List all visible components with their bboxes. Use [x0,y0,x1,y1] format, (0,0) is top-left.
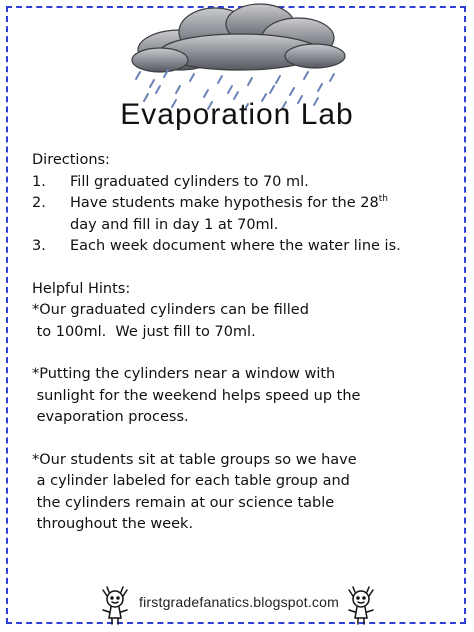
hint-3-line-3: the cylinders remain at our science table [32,494,335,511]
hint-3-line-1: *Our students sit at table groups so we have [32,451,357,468]
raindrop [290,88,294,95]
direction-item-2: 2. Have students make hypothesis for the 28th [32,194,388,211]
raindrop [190,74,194,81]
rain-cloud-icon [120,2,350,110]
blog-url: firstgradefanatics.blogspot.com [139,594,339,610]
direction-item-3: 3. Each week document where the water line is. [32,238,401,254]
raindrop [276,76,280,83]
raindrop [136,72,140,79]
hint-2-line-2: sunlight for the weekend helps speed up the [32,387,361,404]
direction-item-2-continued: day and fill in day 1 at 70ml. [70,216,279,233]
raindrop [304,72,308,79]
raindrop [248,78,252,85]
raindrop [150,80,154,87]
hint-1-line-1: *Our graduated cylinders can be filled [32,302,309,318]
raindrop [270,86,274,93]
raindrop [318,84,322,91]
hint-2-line-1: *Putting the cylinders near a window with [32,366,336,382]
raindrop [218,76,222,83]
hint-3-line-4: throughout the week. [32,516,194,532]
footer [100,586,375,626]
hint-3-line-2: a cylinder labeled for each table group and [32,473,350,489]
raindrop [330,74,334,81]
direction-item-1: 1. Fill graduated cylinders to 70 ml. [32,173,309,190]
directions-heading: Directions: [32,152,110,168]
raindrop [156,86,160,93]
document-body [32,150,457,536]
girl-doodle-left-icon [100,586,130,626]
raindrop [176,86,180,93]
hints-heading: Helpful Hints: [32,280,131,297]
hint-2-line-3: evaporation process. [32,409,189,425]
raindrop [228,86,232,93]
girl-doodle-right-icon [346,586,376,626]
page-title: Evaporation Lab [120,98,354,131]
hint-1-line-2: to 100ml. We just fill to 70ml. [32,323,256,340]
raindrop [204,90,208,97]
